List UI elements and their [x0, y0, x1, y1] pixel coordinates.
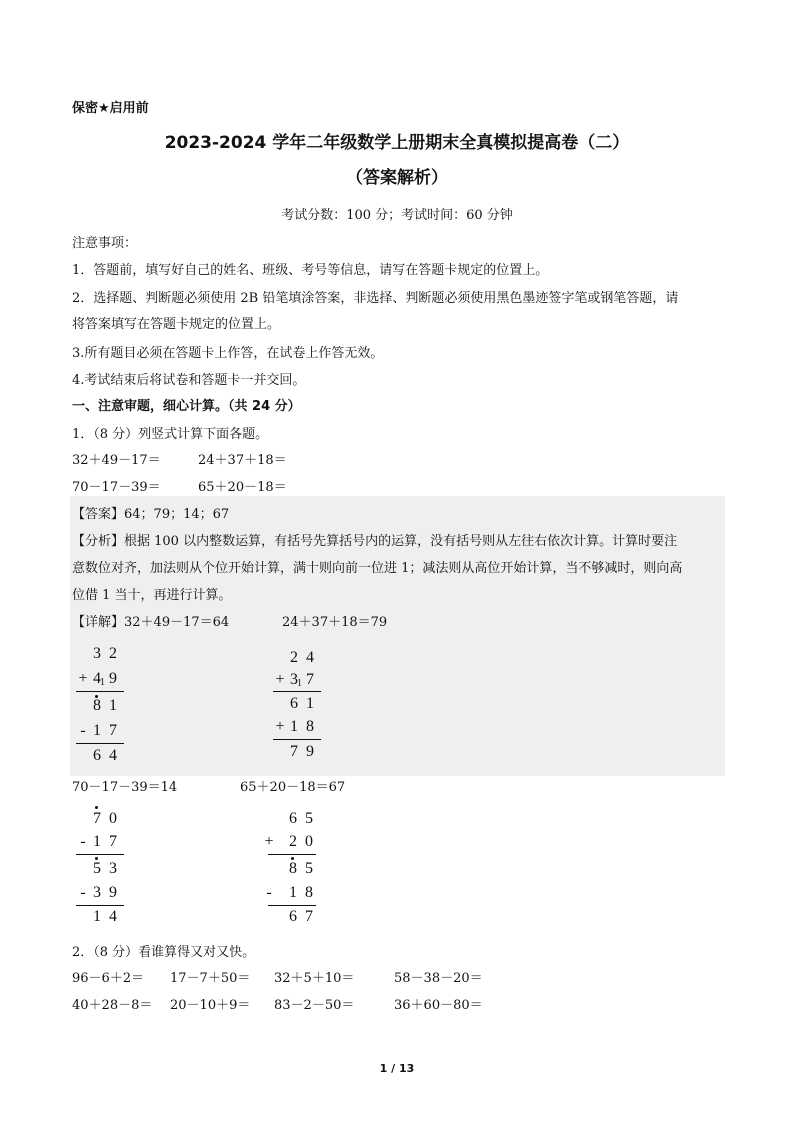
- analysis-text: 位借 1 当十，再进行计算。: [72, 588, 232, 603]
- operator: +: [275, 718, 285, 735]
- equation: 40＋28－8＝: [72, 998, 153, 1013]
- digit: 4: [109, 747, 117, 764]
- note-item: 将答案填写在答题卡规定的位置上。: [72, 317, 281, 332]
- digit: 7: [93, 810, 101, 827]
- digit: 2: [290, 649, 298, 666]
- detail-text: 24＋37＋18＝79: [282, 615, 388, 630]
- digit: 9: [109, 884, 117, 901]
- digit: 6: [289, 810, 297, 827]
- exam-info: 考试分数：100 分；考试时间：60 分钟: [281, 208, 513, 223]
- digit: 1: [290, 718, 298, 735]
- detail-text: 65＋20－18＝67: [240, 780, 346, 795]
- operator: -: [80, 722, 86, 739]
- digit: 6: [93, 747, 101, 764]
- operator: -: [80, 833, 86, 850]
- answer-text: 【答案】64；79；14；67: [72, 507, 230, 522]
- note-item: 4.考试结束后将试卷和答题卡一并交回。: [72, 373, 306, 388]
- digit: 7: [109, 833, 117, 850]
- analysis-text: 意数位对齐，加法则从个位开始计算，满十则向前一位进 1；减法则从高位开始计算，当不够减时，则向高: [72, 561, 683, 576]
- digit: 8: [305, 884, 313, 901]
- digit: 7: [109, 722, 117, 739]
- carry-digit: 1: [297, 678, 302, 689]
- equation: 32＋49－17＝: [72, 453, 161, 468]
- equation: 58－38－20＝: [394, 971, 483, 986]
- detail-text: 【详解】32＋49－17＝64: [72, 615, 230, 630]
- equation: 36＋60－80＝: [394, 998, 483, 1013]
- confidential-label: 保密★启用前: [72, 101, 149, 116]
- digit: 1: [93, 833, 101, 850]
- operator: -: [266, 884, 272, 901]
- analysis-text: 【分析】根据 100 以内整数运算，有括号先算括号内的运算，没有括号则从左往右依次计算。计算时要注: [72, 534, 678, 549]
- digit: 5: [305, 860, 313, 877]
- note-item: 3.所有题目必须在答题卡上作答，在试卷上作答无效。: [72, 346, 384, 361]
- digit: 2: [109, 645, 117, 662]
- note-item: 1．答题前，填写好自己的姓名、班级、考号等信息，请写在答题卡规定的位置上。: [72, 263, 549, 278]
- equation: 70－17－39＝: [72, 480, 161, 495]
- digit: 0: [305, 833, 313, 850]
- digit: 6: [289, 908, 297, 925]
- page-subtitle: （答案解析）: [346, 168, 448, 188]
- digit: 1: [93, 908, 101, 925]
- section-heading: 一、注意审题，细心计算。（共 24 分）: [72, 399, 301, 414]
- operator: +: [264, 833, 274, 850]
- digit: 1: [306, 695, 314, 712]
- digit: 1: [93, 722, 101, 739]
- digit: 3: [290, 671, 298, 688]
- digit: 2: [289, 833, 297, 850]
- digit: 8: [93, 697, 101, 714]
- digit: 3: [109, 860, 117, 877]
- equation: 83－2－50＝: [274, 998, 355, 1013]
- digit: 3: [93, 645, 101, 662]
- digit: 9: [109, 670, 117, 687]
- question-2-prompt: 2．（8 分）看谁算得又对又快。: [72, 945, 256, 960]
- page-number: 1 / 13: [379, 1062, 415, 1075]
- digit: 5: [305, 810, 313, 827]
- digit: 7: [305, 908, 313, 925]
- operator: -: [80, 884, 86, 901]
- digit: 7: [306, 671, 314, 688]
- digit: 9: [306, 743, 314, 760]
- digit: 8: [306, 718, 314, 735]
- equation: 24＋37＋18＝: [198, 453, 287, 468]
- equation: 65＋20－18＝: [198, 480, 287, 495]
- digit: 0: [109, 810, 117, 827]
- digit: 4: [109, 908, 117, 925]
- operator: +: [78, 670, 88, 687]
- digit: 4: [93, 670, 101, 687]
- note-item: 2．选择题、判断题必须使用 2B 铅笔填涂答案，非选择、判断题必须使用黑色墨迹签字笔或钢笔答题，请: [72, 291, 679, 306]
- equation: 96－6＋2＝: [72, 971, 145, 986]
- digit: 6: [290, 695, 298, 712]
- digit: 3: [93, 884, 101, 901]
- digit: 5: [93, 860, 101, 877]
- page-title: 2023-2024 学年二年级数学上册期末全真模拟提高卷（二）: [164, 133, 630, 153]
- digit: 8: [289, 860, 297, 877]
- detail-text: 70－17－39＝14: [72, 780, 178, 795]
- carry-digit: 1: [100, 677, 105, 688]
- question-1-prompt: 1．（8 分）列竖式计算下面各题。: [72, 427, 269, 442]
- digit: 1: [289, 884, 297, 901]
- equation: 32＋5＋10＝: [274, 971, 355, 986]
- operator: +: [275, 671, 285, 688]
- notes-heading: 注意事项：: [72, 236, 138, 251]
- digit: 4: [306, 649, 314, 666]
- equation: 17－7＋50＝: [170, 971, 251, 986]
- digit: 1: [109, 697, 117, 714]
- digit: 7: [290, 743, 298, 760]
- equation: 20－10＋9＝: [170, 998, 251, 1013]
